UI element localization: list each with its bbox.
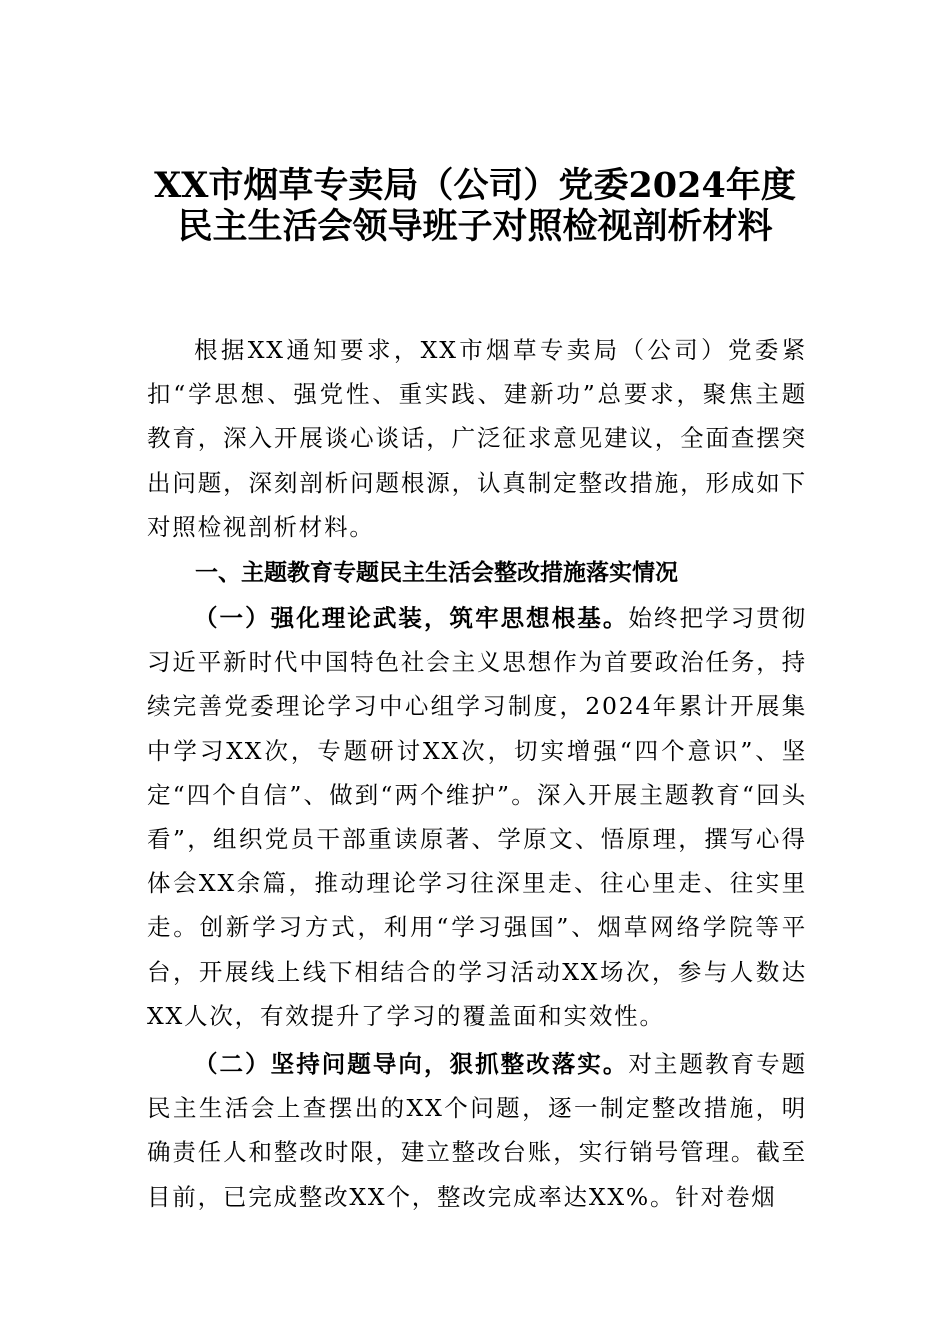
section-heading-1: 一、主题教育专题民主生活会整改措施落实情况	[195, 560, 678, 586]
document-title-line-1: XX市烟草专卖局（公司）党委2024年度	[154, 165, 796, 206]
intro-paragraph: 根据XX通知要求，XX市烟草专卖局（公司）党委紧扣“学思想、强党性、重实践、建新功”总要求，聚焦主题教育，深入开展谈心谈话，广泛征求意见建议，全面查摆突出问题，深刻剖析问题根源，认真制定整改措施，形成如下对照检视剖析材料。	[147, 336, 807, 541]
document-title-line-2: 民主生活会领导班子对照检视剖析材料	[177, 206, 773, 247]
paragraph-item-2	[147, 1042, 807, 1219]
item-2-body: 对主题教育专题民主生活会上查摆出的XX个问题，逐一制定整改措施，明确责任人和整改时限，建立整改台账，实行销号管理。截至目前，已完成整改XX个，整改完成率达XX%。针对卷烟	[147, 1050, 807, 1211]
item-1-lead: （一）强化理论武装，筑牢思想根基。	[194, 604, 629, 632]
item-1-body: 始终把学习贯彻习近平新时代中国特色社会主义思想作为首要政治任务，持续完善党委理论学习中心组学习制度，2024年累计开展集中学习XX次，专题研讨XX次，切实增强“四个意识”、坚定“四个自信”、做到“两个维护”。深入开展主题教育“回头看”，组织党员干部重读原著、学原文、悟原理，撰写心得体会XX余篇，推动理论学习往深里走、往心里走、往实里走。创新学习方式，利用“学习强国”、烟草网络学院等平台，开展线上线下相结合的学习活动XX场次，参与人数达XX人次，有效提升了学习的覆盖面和实效性。	[147, 604, 807, 1030]
paragraph-item-1	[147, 596, 807, 1038]
item-2-lead: （二）坚持问题导向，狠抓整改落实。	[194, 1050, 629, 1078]
